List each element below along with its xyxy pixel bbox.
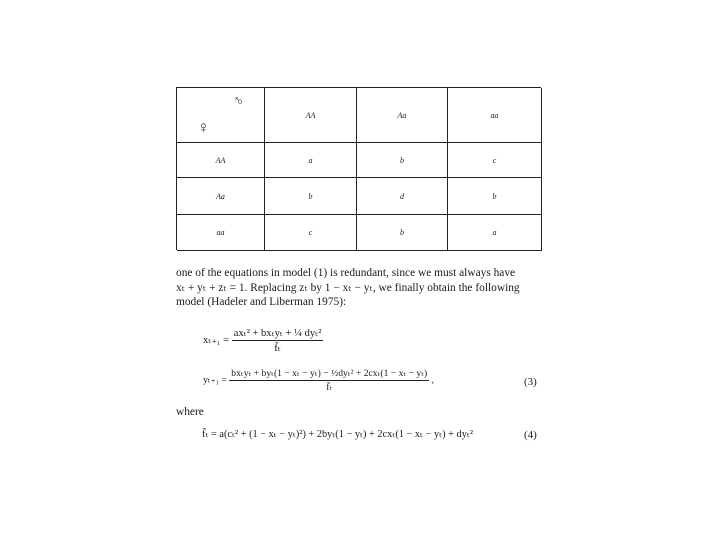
genotype-fitness-table — [176, 87, 541, 250]
fraction-numerator: axₜ² + bxₜyₜ + ¼ dyₜ² — [233, 328, 322, 339]
equation-number: (4) — [524, 429, 537, 441]
fraction-numerator: bxₜyₜ + byₜ(1 − xₜ − yₜ) − ½dyₜ² + 2cxₜ(1 − xₜ − yₜ) — [231, 368, 428, 379]
table-corner-cell — [177, 88, 265, 143]
equation-lhs: xₜ₊₁ = — [203, 334, 230, 346]
body-paragraph — [176, 266, 544, 310]
row-header: aa — [177, 215, 265, 251]
table-cell: a — [448, 215, 542, 251]
table-cell: b — [448, 178, 542, 215]
column-header: aa — [448, 88, 542, 143]
equation-trailing-comma: , — [431, 374, 435, 386]
equation-y-next — [203, 368, 434, 393]
table-cell: b — [357, 215, 448, 251]
male-symbol-icon: ♂ — [231, 94, 248, 107]
table-cell: a — [265, 143, 357, 178]
where-text: where — [176, 406, 204, 418]
table-cell: d — [357, 178, 448, 215]
female-symbol-icon: ♀ — [197, 118, 210, 137]
column-header: AA — [265, 88, 357, 143]
equation-fraction — [229, 368, 429, 393]
paragraph-line: model (Hadeler and Liberman 1975): — [176, 296, 347, 308]
table-cell: c — [265, 215, 357, 251]
paragraph-line: xₜ + yₜ + zₜ = 1. Replacing zₜ by 1 − xₜ − yₜ, we finally obtain the following — [176, 281, 520, 294]
equation-fraction — [232, 327, 324, 354]
fraction-denominator: f̄ₜ — [274, 343, 281, 354]
row-header: Aa — [177, 178, 265, 215]
table-cell: b — [357, 143, 448, 178]
column-header: Aa — [357, 88, 448, 143]
fraction-denominator: f̄ₜ — [326, 382, 333, 393]
table-cell: b — [265, 178, 357, 215]
table-cell: c — [448, 143, 542, 178]
equation-f: f̄ₜ = a(cₜ² + (1 − xₜ − yₜ)²) + 2byₜ(1 − yₜ) + 2cxₜ(1 − xₜ − yₜ) + dyₜ² — [202, 429, 473, 440]
equation-number: (3) — [524, 376, 537, 388]
equation-lhs: yₜ₊₁ = — [203, 374, 227, 386]
equation-x-next — [203, 327, 323, 354]
paragraph-line: one of the equations in model (1) is redundant, since we must always have — [176, 267, 516, 279]
row-header: AA — [177, 143, 265, 178]
